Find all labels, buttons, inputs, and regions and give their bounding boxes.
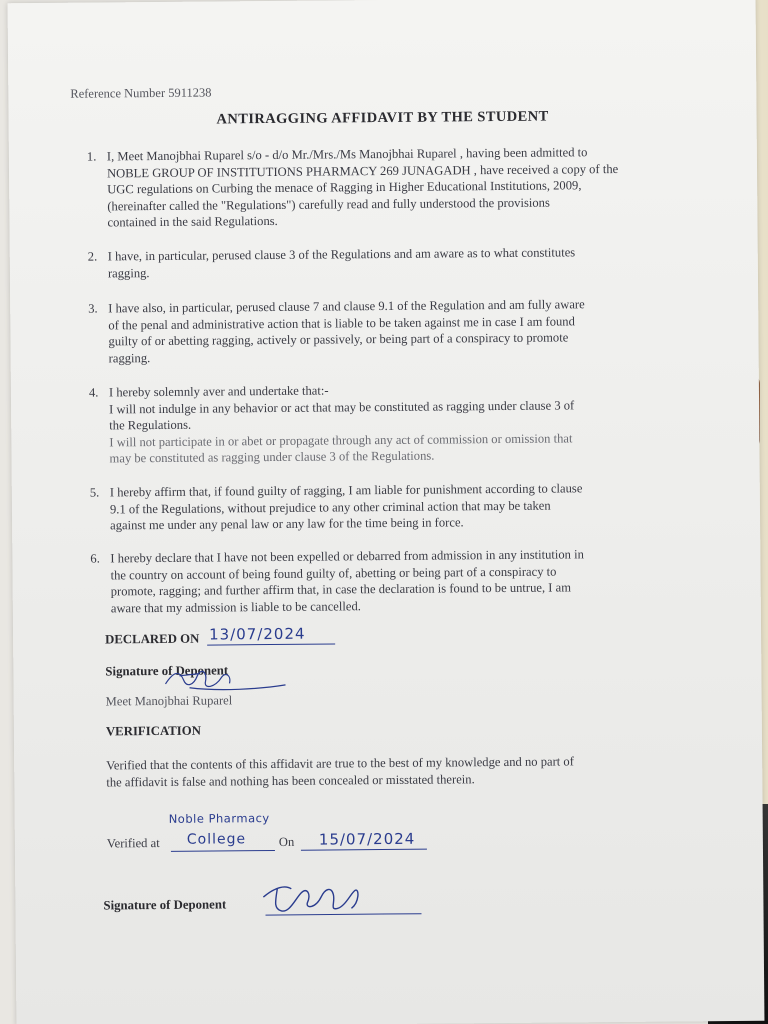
clause-number: 6. bbox=[90, 551, 100, 566]
clause-number: 3. bbox=[88, 301, 98, 316]
clause-line: I hereby solemnly aver and undertake that:- bbox=[108, 383, 329, 400]
clause-line: may be constituted as ragging under clause 3 of the Regulations. bbox=[109, 448, 435, 466]
signature-label: Signature of Deponent bbox=[105, 663, 229, 679]
verification-line-1: Verified that the contents of this affidavit are true to the best of my knowledge and no part of bbox=[106, 754, 574, 773]
clause-5 bbox=[90, 479, 676, 534]
final-signature-label: Signature of Deponent bbox=[103, 897, 227, 913]
clause-4 bbox=[89, 379, 676, 467]
verification-heading: VERIFICATION bbox=[105, 723, 202, 739]
declared-on-label: DECLARED ON bbox=[105, 631, 200, 647]
clause-number: 5. bbox=[89, 485, 100, 500]
clause-line: I have also, in particular, perused clause 7 and clause 9.1 of the Regulation and am fully aware bbox=[108, 297, 585, 316]
verified-on-date: 15/07/2024 bbox=[318, 829, 416, 849]
reference-number: Reference Number 5911238 bbox=[70, 85, 212, 101]
clause-line: UGC regulations on Curbing the menace of Ragging in Higher Educational Institutions, 2009, bbox=[107, 178, 582, 197]
verified-at-label: Verified at bbox=[106, 835, 160, 851]
clause-2 bbox=[88, 243, 674, 281]
document-title: ANTIRAGGING AFFIDAVIT BY THE STUDENT bbox=[216, 108, 549, 128]
verified-on-underline bbox=[301, 849, 427, 851]
clause-line: I, Meet Manojbhai Ruparel s/o - d/o Mr./Mrs./Ms Manojbhai Ruparel , having been admitted to bbox=[106, 145, 588, 164]
clause-line: 9.1 of the Regulations, without prejudice to any other criminal action that may be taken bbox=[109, 498, 551, 516]
clause-line: guilty of or abetting ragging, actively or passively, or being part of a conspiracy to promote bbox=[108, 330, 569, 349]
clause-line: the country on account of being found guilty of, abetting or being part of a conspiracy to bbox=[110, 564, 557, 582]
verified-at-handwriting-bottom: College bbox=[186, 831, 247, 848]
verification-line-2: the affidavit is false and nothing has been concealed or misstated therein. bbox=[106, 772, 475, 790]
clause-line: I hereby declare that I have not been expelled or debarred from admission in any institution in bbox=[110, 547, 584, 566]
on-label: On bbox=[278, 834, 295, 849]
clause-number: 2. bbox=[87, 249, 98, 264]
clause-line: ragging. bbox=[107, 265, 150, 280]
clause-line: the Regulations. bbox=[109, 417, 192, 433]
clause-line: I will not participate in or abet or propagate through any act of commission or omission that bbox=[109, 430, 573, 449]
clause-6 bbox=[90, 545, 677, 616]
clause-3 bbox=[88, 295, 675, 366]
clause-line: I will not indulge in any behavior or act that may be constituted as ragging under clause 3 of bbox=[109, 397, 575, 416]
clause-line: contained in the said Regulations. bbox=[107, 213, 278, 230]
clause-line: promote, ragging; and further affirm that, in case the declaration is found to be untrue, I am bbox=[110, 580, 572, 599]
deponent-name: Meet Manojbhai Ruparel bbox=[105, 693, 233, 709]
declared-on-underline bbox=[207, 643, 335, 645]
verified-at-handwriting-top: Noble Pharmacy bbox=[168, 811, 270, 826]
clause-list bbox=[86, 143, 673, 615]
deponent-signature-scribble bbox=[159, 661, 289, 696]
affidavit-page bbox=[8, 0, 765, 1024]
clause-line: against me under any penal law or any law for the time being in force. bbox=[110, 515, 464, 533]
declared-on-date: 13/07/2024 bbox=[208, 624, 306, 644]
verified-at-underline bbox=[171, 850, 275, 852]
final-signature-scribble bbox=[255, 878, 425, 919]
clause-line: NOBLE GROUP OF INSTITUTIONS PHARMACY 269 JUNAGADH , have received a copy of the bbox=[106, 161, 619, 180]
clause-number: 4. bbox=[88, 385, 99, 400]
clause-line: ragging. bbox=[108, 350, 151, 365]
clause-line: (hereinafter called the "Regulations") carefully read and fully understood the provisions bbox=[107, 195, 550, 213]
clause-number: 1. bbox=[86, 149, 97, 164]
clause-line: aware that my admission is liable to be cancelled. bbox=[110, 598, 361, 615]
clause-line: I have, in particular, perused clause 3 of the Regulations and am aware as to what constitutes bbox=[107, 245, 576, 264]
clause-line: I hereby affirm that, if found guilty of ragging, I am liable for punishment according to clause bbox=[109, 481, 583, 500]
clause-1 bbox=[87, 143, 674, 231]
clause-line: of the penal and administrative action that is liable to be taken against me in case I am found bbox=[108, 313, 575, 332]
